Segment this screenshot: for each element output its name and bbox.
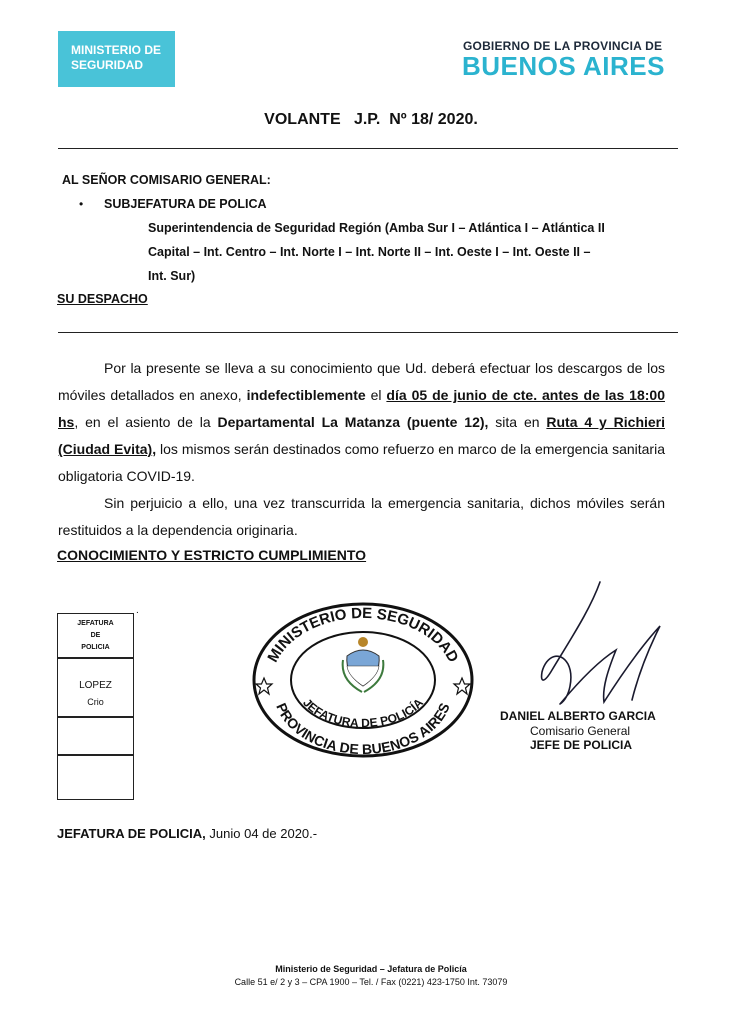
signer-rank: Comisario General xyxy=(530,724,631,738)
bullet-item: SUBJEFATURA DE POLICA xyxy=(104,197,267,211)
ministry-logo xyxy=(58,31,175,87)
routing-table-signer xyxy=(57,657,134,718)
signer-position: JEFE DE POLICIA xyxy=(530,738,633,752)
salutation: AL SEÑOR COMISARIO GENERAL: xyxy=(62,173,271,187)
p1-text: , en el asiento de la xyxy=(74,414,218,430)
routing-rank: Crio xyxy=(87,697,104,707)
ministry-logo-line1: MINISTERIO DE xyxy=(71,43,162,57)
seal-star-left-icon xyxy=(256,678,272,694)
routing-header-line: JEFATURA xyxy=(77,620,114,627)
gov-logo-line1: GOBIERNO DE LA PROVINCIA DE xyxy=(463,39,663,53)
stray-dot: . xyxy=(136,605,139,616)
footer-line-2: Calle 51 e/ 2 y 3 – CPA 1900 – Tel. / Fax (0221) 423-1750 Int. 73079 xyxy=(234,977,508,987)
ministry-logo-line2: SEGURIDAD xyxy=(71,58,144,72)
document-title: VOLANTE J.P. Nº 18/ 2020. xyxy=(264,111,478,128)
routing-table-header xyxy=(57,613,134,659)
divider-middle xyxy=(58,332,678,333)
p1-bold: indefectiblemente xyxy=(246,387,366,403)
police-seal-icon xyxy=(250,600,476,760)
p1-deadline: día 05 de junio de cte. antes de las 18:00 hs xyxy=(58,387,665,430)
dateline-place: JEFATURA DE POLICIA, xyxy=(57,826,206,841)
routing-header-line: DE xyxy=(90,632,101,639)
p1-comma: , xyxy=(152,441,157,457)
seal-middle-text: JEFATURA DE POLICÍA xyxy=(300,695,426,731)
detail-line-1: Superintendencia de Seguridad Región (Amba Sur I – Atlántica I – Atlántica II xyxy=(148,221,605,235)
su-despacho: SU DESPACHO xyxy=(57,292,148,306)
gov-logo-line2: BUENOS AIRES xyxy=(462,51,665,81)
body-text xyxy=(58,355,665,544)
p1-address: Ruta 4 y Richieri (Ciudad Evita) xyxy=(58,414,666,457)
routing-name: LOPEZ xyxy=(79,680,112,691)
p1-text: sita en xyxy=(488,414,547,430)
dateline xyxy=(57,826,317,841)
seal-bottom-text: PROVINCIA DE BUENOS AIRES xyxy=(273,700,453,758)
detail-line-2: Capital – Int. Centro – Int. Norte I – Int. Norte II – Int. Oeste I – Int. Oeste II – xyxy=(148,245,591,259)
signer-name: DANIEL ALBERTO GARCIA xyxy=(500,709,656,723)
p1-text: el xyxy=(365,387,387,403)
seal-star-right-icon xyxy=(454,678,470,694)
p1-text: los mismos serán destinados como refuerzo en marco de la emergencia sanitaria obligatoria COVID-19. xyxy=(58,441,665,484)
svg-text:JEFATURA DE POLICÍA xyxy=(300,695,426,730)
routing-header-line: POLICIA xyxy=(81,644,110,651)
bullet-icon: • xyxy=(79,197,84,211)
handwritten-signature-icon xyxy=(520,580,680,715)
dateline-date: Junio 04 de 2020.- xyxy=(205,826,318,841)
routing-table-cell-empty xyxy=(57,716,134,756)
footer-line-1: Ministerio de Seguridad – Jefatura de Policía xyxy=(275,964,467,974)
closing-directive: CONOCIMIENTO Y ESTRICTO CUMPLIMIENTO xyxy=(57,547,367,563)
routing-table-cell-empty xyxy=(57,754,134,800)
seal-top-text: MINISTERIO DE SEGURIDAD xyxy=(264,604,462,666)
paragraph-1 xyxy=(58,355,665,490)
paragraph-2: Sin perjuicio a ello, una vez transcurrida la emergencia sanitaria, dichos móviles serán restituidos a la dependencia originaria. xyxy=(58,495,665,538)
coat-of-arms-icon xyxy=(343,637,384,692)
p1-text: Por la presente se lleva a su conocimiento que Ud. deberá efectuar los descargos de los móviles detallados en anexo, xyxy=(58,360,665,403)
p1-location: Departamental La Matanza (puente 12), xyxy=(217,414,489,430)
divider-top xyxy=(58,148,678,149)
detail-line-3: Int. Sur) xyxy=(148,269,196,283)
